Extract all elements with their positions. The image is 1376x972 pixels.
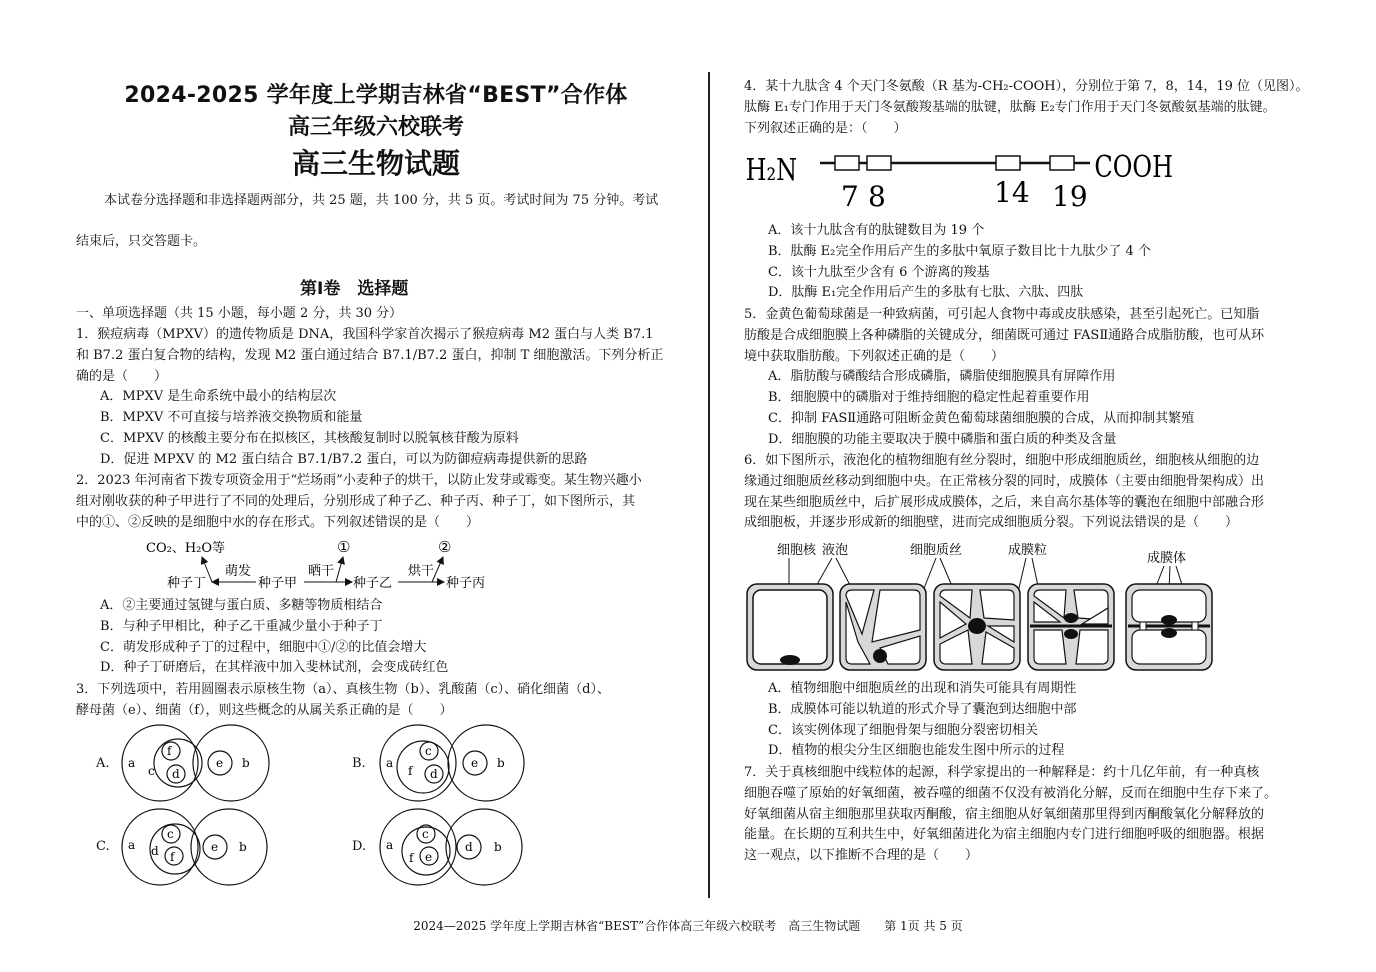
q6-option-a[interactable]: A．植物细胞中细胞质丝的出现和消失可能具有周期性 (768, 681, 1077, 696)
part-heading: 一、单项选择题（共 15 小题，每小题 2 分，共 30 分） (76, 306, 403, 321)
question-5 (744, 305, 1344, 451)
q2-stem-line: 组对刚收获的种子甲进行了不同的处理后，分别形成了种子乙、种子丙、种子丁，如下图所示，其 (76, 493, 636, 509)
svg-text:d: d (151, 844, 159, 858)
page-footer: 2024—2025 学年度上学期吉林省“BEST”合作体高三年级六校联考 高三生物试题 第 1页 共 5 页 (413, 919, 963, 933)
q4-stem-line: 肽酶 E₁专门作用于天门冬氨酸羧基端的肽键，肽酶 E₂专门作用于天门冬氨酸氨基端的肽键。 (744, 99, 1276, 115)
q4-option-b[interactable]: B．肽酶 E₂完全作用后产生的多肽中氧原子数目比十九肽少了 4 个 (768, 243, 1151, 259)
arrow-to-circle-1 (336, 557, 343, 582)
question-3 (76, 680, 696, 722)
svg-text:d: d (172, 767, 180, 781)
q5-option-b[interactable]: B．细胞膜中的磷脂对于维持细胞的稳定性起着重要作用 (768, 390, 1090, 406)
q3-stem-line: 3．下列选项中，若用圆圈表示原核生物（a）、真核生物（b）、乳酸菌（c）、硝化细菌（d）、 (76, 682, 610, 697)
q3-venn-c (120, 806, 270, 890)
diagram-seed-ding: 种子丁 (167, 576, 207, 591)
column-divider (708, 72, 710, 898)
diagram-co2-h2o: CO₂、H₂O等 (146, 541, 226, 556)
label-membrane-granule: 成膜粒 (1008, 543, 1048, 558)
svg-text:d: d (430, 767, 438, 781)
position-8: 8 (868, 180, 886, 213)
carboxyl-terminus: COOH (1094, 150, 1174, 185)
q6-option-d[interactable]: D．植物的根尖分生区细胞也能发生图中所示的过程 (768, 743, 1065, 759)
svg-text:f: f (409, 851, 414, 865)
diagram-label-germinate: 萌发 (225, 564, 252, 579)
q5-option-a[interactable]: A．脂肪酸与磷酸结合形成磷脂，磷脂使细胞膜具有屏障作用 (768, 369, 1116, 385)
svg-text:b: b (497, 756, 505, 770)
q1-stem-line: 和 B7.2 蛋白复合物的结构，发现 M2 蛋白通过结合 B7.1/B7.2 蛋白，抑制 T 细胞激活。下列分析正 (76, 347, 664, 363)
question-2-options (76, 596, 676, 679)
q4-option-c[interactable]: C．该十九肽至少含有 6 个游离的羧基 (768, 264, 990, 280)
svg-text:d: d (465, 840, 473, 854)
q6-option-b[interactable]: B．成膜体可能以轨道的形式介导了囊泡到达细胞中部 (768, 701, 1077, 717)
svg-text:e: e (471, 756, 479, 770)
q7-stem-line: 细胞吞噬了原始的好氧细菌，被吞噬的细菌不仅没有被消化分解，反而在细胞中生存下来了。 (744, 785, 1278, 801)
question-4 (744, 77, 1344, 139)
svg-text:b: b (494, 840, 502, 854)
q2-stem-line: 2．2023 年河南省下拨专项资金用于“烂场雨”小麦种子的烘干，以防止发芽或霉变。某生物兴趣小 (76, 473, 642, 488)
q5-option-c[interactable]: C．抑制 FASⅡ通路可阻断金黄色葡萄球菌细胞膜的合成，从而抑制其繁殖 (768, 410, 1195, 426)
exam-title-line1: 2024-2025 学年度上学期吉林省“BEST”合作体 (124, 83, 628, 108)
svg-text:c: c (167, 827, 174, 841)
q5-stem-line: 5．金黄色葡萄球菌是一种致病菌，可引起人食物中毒或皮肤感染，甚至引起死亡。已知脂 (744, 307, 1260, 322)
q2-stem-line: 中的①、②反映的是细胞中水的存在形式。下列叙述错误的是（ ） (76, 514, 480, 530)
q3-option-b[interactable] (352, 722, 532, 806)
q3-option-a[interactable] (96, 722, 276, 806)
position-7: 7 (841, 180, 859, 213)
q4-stem-line: 下列叙述正确的是：（ ） (744, 120, 907, 136)
label-phragmoplast: 成膜体 (1147, 551, 1187, 566)
label-vacuole: 液泡 (822, 543, 849, 558)
intro-line-2: 结束后，只交答题卡。 (76, 234, 207, 249)
q7-stem-line: 好氧细菌从宿主细胞那里获取丙酮酸，宿主细胞从好氧细菌那里得到丙酮酸氧化分解释放的 (744, 806, 1265, 822)
q5-option-d[interactable]: D．细胞膜的功能主要取决于膜中磷脂和蛋白质的种类及含量 (768, 431, 1117, 447)
diagram-label-sun-dry: 晒干 (308, 564, 335, 579)
q3-venn-d (378, 806, 528, 890)
svg-text:b: b (239, 840, 247, 854)
svg-text:f: f (170, 850, 175, 864)
q2-option-b[interactable]: B．与种子甲相比，种子乙干重减少量小于种子丁 (100, 618, 383, 634)
q3-option-letter: D. (352, 839, 367, 854)
position-14: 14 (994, 176, 1030, 209)
q1-option-c[interactable]: C．MPXV 的核酸主要分布在拟核区，其核酸复制时以脱氧核苷酸为原料 (100, 430, 519, 446)
diagram-seed-yi: 种子乙 (353, 576, 393, 591)
exam-title-line2: 高三年级六校联考 (287, 115, 464, 140)
cell-division-diagram (744, 538, 1314, 676)
q6-stem-line: 6．如下图所示，液泡化的植物细胞有丝分裂时，细胞中形成细胞质丝，细胞核从细胞的边 (744, 453, 1260, 468)
svg-text:e: e (216, 756, 224, 770)
q3-option-d[interactable] (352, 806, 532, 890)
q6-stem-line: 现在某些细胞质丝中，后扩展形成成膜体，之后，来自高尔基体等的囊泡在细胞中部融合形 (744, 494, 1265, 510)
q4-option-a[interactable]: A．该十九肽含有的肽键数目为 19 个 (768, 223, 985, 238)
q1-stem-line: 确的是（ ） (76, 368, 168, 384)
svg-text:b: b (242, 756, 250, 770)
intro-line-1: 本试卷分选择题和非选择题两部分，共 25 题，共 100 分，共 5 页。考试时间为 75 分钟。考试 (104, 193, 659, 208)
residue-19 (1050, 156, 1074, 170)
amino-terminus: H₂N (745, 153, 798, 188)
svg-text:a: a (128, 838, 136, 852)
label-cytoplasmic-strand: 细胞质丝 (910, 543, 963, 558)
nonadecapeptide-diagram (744, 144, 1174, 214)
question-1 (76, 325, 676, 471)
q1-option-a[interactable]: A．MPXV 是生命系统中最小的结构层次 (100, 389, 337, 405)
q3-venn-b (378, 722, 528, 806)
seed-process-diagram (140, 535, 500, 595)
question-4-options (744, 221, 1344, 304)
q1-stem-line: 1．猴痘病毒（MPXV）的遗传物质是 DNA，我国科学家首次揭示了猴痘病毒 M2 蛋白与人类 B7.1 (76, 327, 654, 342)
section-title: 第Ⅰ卷 选择题 (300, 279, 409, 299)
svg-text:f: f (408, 764, 413, 778)
diagram-circle-2: ② (438, 538, 452, 556)
position-19: 19 (1052, 180, 1088, 213)
svg-text:e: e (211, 840, 219, 854)
residue-8 (867, 156, 891, 170)
svg-text:a: a (386, 838, 394, 852)
q1-option-d[interactable]: D．促进 MPXV 的 M2 蛋白结合 B7.1/B7.2 蛋白，可以为防御痘病毒提供新的思路 (100, 451, 588, 467)
q5-stem-line: 境中获取脂肪酸。下列叙述正确的是（ ） (744, 348, 1005, 364)
svg-text:a: a (128, 756, 136, 770)
q6-option-c[interactable]: C．该实例体现了细胞骨架与细胞分裂密切相关 (768, 722, 1038, 738)
q3-stem-line: 酵母菌（e）、细菌（f），则这些概念的从属关系正确的是（ ） (76, 702, 453, 718)
q7-stem-line: 能量。在长期的互利共生中，好氧细菌进化为宿主细胞内专门进行细胞呼吸的细胞器。根据 (744, 827, 1265, 843)
question-7 (744, 763, 1344, 867)
residue-14 (996, 156, 1020, 170)
svg-text:f: f (167, 744, 172, 758)
svg-text:c: c (422, 827, 429, 841)
q3-option-letter: B. (352, 756, 366, 771)
diagram-circle-1: ① (337, 538, 351, 556)
diagram-seed-jia: 种子甲 (258, 576, 298, 591)
q2-option-c[interactable]: C．萌发形成种子丁的过程中，细胞中①/②的比值会增大 (100, 639, 427, 655)
q2-option-d[interactable]: D．种子丁研磨后，在其样液中加入斐林试剂，会变成砖红色 (100, 660, 449, 676)
q4-option-d[interactable]: D．肽酶 E₁完全作用后产生的多肽有七肽、六肽、四肽 (768, 285, 1084, 301)
q3-option-letter: C. (96, 839, 110, 854)
question-6-options (744, 679, 1344, 762)
q6-stem-line: 成细胞板，并逐步形成新的细胞壁，进而完成细胞质分裂。下列说法错误的是（ ） (744, 515, 1239, 531)
svg-text:c: c (148, 764, 155, 778)
q4-stem-line: 4．某十九肽含 4 个天门冬氨酸（R 基为-CH₂-COOH），分别位于第 7，8，14，19 位（见图）。 (744, 79, 1309, 94)
q6-stem-line: 缘通过细胞质丝移动到细胞中央。在正常核分裂的同时，成膜体（主要由细胞骨架构成）出 (744, 473, 1265, 489)
q7-stem-line: 7．关于真核细胞中线粒体的起源，科学家提出的一种解释是：约十几亿年前，有一种真核 (744, 765, 1260, 780)
q2-option-a[interactable]: A．②主要通过氢键与蛋白质、多糖等物质相结合 (100, 598, 383, 613)
svg-text:c: c (425, 744, 432, 758)
diagram-seed-bing: 种子丙 (446, 576, 486, 591)
question-2 (76, 471, 676, 533)
label-nucleus: 细胞核 (777, 543, 817, 558)
q5-stem-line: 肪酸是合成细胞膜上各种磷脂的关键成分，细菌既可通过 FASⅡ通路合成脂肪酸，也可从环 (744, 327, 1265, 343)
residue-7 (835, 156, 859, 170)
q3-option-letter: A. (96, 756, 110, 771)
svg-text:a: a (386, 756, 394, 770)
svg-text:e: e (425, 850, 433, 864)
q3-venn-a (120, 722, 270, 806)
q1-option-b[interactable]: B．MPXV 不可直接与培养液交换物质和能量 (100, 410, 363, 426)
diagram-label-oven-dry: 烘干 (408, 564, 435, 579)
q3-option-c[interactable] (96, 806, 276, 890)
question-6 (744, 451, 1344, 534)
exam-title-subject: 高三生物试题 (291, 147, 460, 180)
q7-stem-line: 这一观点，以下推断不合理的是（ ） (744, 848, 979, 864)
